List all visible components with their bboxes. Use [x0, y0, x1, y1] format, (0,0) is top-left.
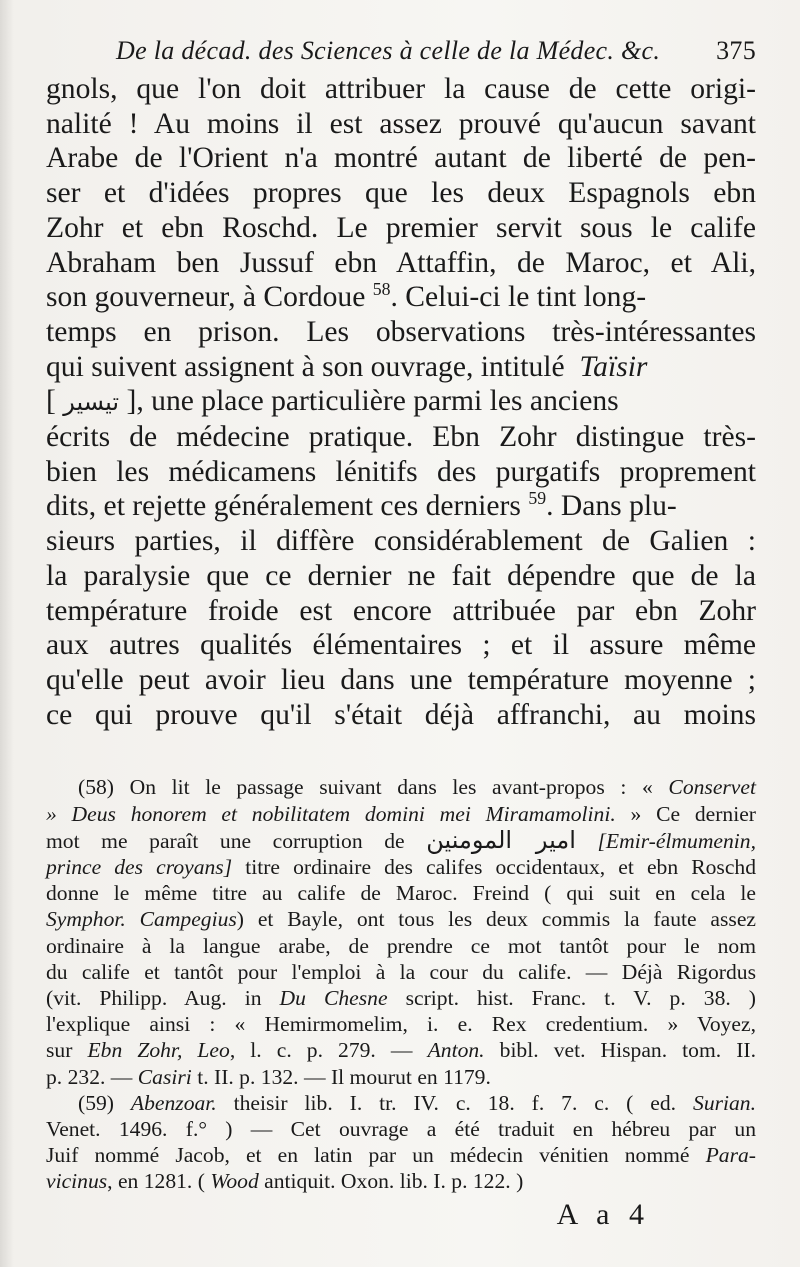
body-line: gnols, que l'on doit attribuer la cause de cette origi-	[46, 73, 756, 105]
footnote-58-line: du calife et tantôt pour l'emploi à la cour du calife. — Déjà Rigordus	[46, 959, 756, 984]
footnote-58-line: p. 232. — Casiri t. II. p. 132. — Il mourut en 1179.	[46, 1064, 491, 1089]
body-line: aux autres qualités élémentaires ; et il assure même	[46, 629, 756, 662]
footnote-59-line: (59) Abenzoar. theisir lib. I. tr. IV. c. 18. f. 7. c. ( ed. Surian.	[78, 1090, 757, 1115]
body-line: sieurs parties, il diffère considérablement de Galien :	[46, 525, 756, 558]
running-head	[116, 36, 756, 66]
body-line: nalité ! Au moins il est assez prouvé qu'aucun savant	[46, 107, 756, 140]
body-line: écrits de médecine pratique. Ebn Zohr distingue très-	[46, 421, 756, 454]
body-line: [ تيسير ], une place particulière parmi les anciens	[46, 385, 619, 418]
body-line: Arabe de l'Orient n'a montré autant de liberté de pen-	[46, 142, 756, 175]
body-line: ce qui prouve qu'il s'était déjà affranchi, au moins	[46, 698, 756, 731]
body-line: Zohr et ebn Roschd. Le premier servit sous le calife	[46, 211, 756, 244]
arabic-emir: امير المومنين	[426, 825, 576, 854]
footnote-58-line: prince des croyans] titre ordinaire des califes occidentaux, et ebn Roschd	[46, 854, 756, 879]
footnotes	[46, 774, 756, 1194]
body-text	[46, 72, 756, 732]
arabic-taisir: تيسير	[63, 388, 120, 417]
body-line: qu'elle peut avoir lieu dans une température moyenne ;	[46, 663, 756, 696]
body-line: son gouverneur, à Cordoue $^{58}$. Celui-ci le tint long-	[46, 279, 647, 314]
title-taisir: Taïsir	[579, 350, 648, 383]
page-number: 375	[716, 36, 756, 65]
footnote-58-line: » Deus honorem et nobilitatem domini mei Miramamolini. » Ce dernier	[46, 801, 756, 826]
footnote-58-line: l'explique ainsi : « Hemirmomelim, i. e. Rex credentium. » Voyez,	[46, 1012, 756, 1037]
footnote-59-line: Venet. 1496. f.° ) — Cet ouvrage a été traduit en hébreu par un	[46, 1117, 756, 1141]
signature-mark: A a 4	[556, 1198, 650, 1231]
running-title: De la décad. des Sciences à celle de la Médec. &c.	[116, 36, 661, 65]
footnote-58-line: ordinaire à la langue arabe, de prendre ce mot tantôt pour le nom	[46, 933, 756, 958]
footnote-59-line: vicinus, en 1281. ( Wood antiquit. Oxon. lib. I. p. 122. )	[46, 1169, 524, 1194]
body-line: température froide est encore attribuée par ebn Zohr	[46, 594, 756, 627]
body-line: Abraham ben Jussuf ebn Attaffin, de Maroc, et Ali,	[46, 246, 756, 279]
footnote-58-line: (vit. Philipp. Aug. in Du Chesne script. hist. Franc. t. V. p. 38. )	[46, 985, 756, 1010]
body-line: ser et d'idées propres que les deux Espagnols ebn	[46, 177, 756, 210]
footnote-59-line: Juif nommé Jacob, et en latin par un médecin vénitien nommé Para-	[46, 1143, 756, 1168]
footnote-ref-59: 59	[528, 488, 547, 509]
footnote-58-line: (58) On lit le passage suivant dans les avant-propos : « Conservet	[78, 775, 756, 800]
body-line: temps en prison. Les observations très-intéressantes	[46, 315, 756, 348]
body-line: qui suivent assignent à son ouvrage, intitulé Taïsir	[46, 350, 648, 383]
body-line: la paralysie que ce dernier ne fait dépendre que de la	[46, 559, 756, 592]
footnote-58-line: mot me paraît une corruption de امير المومنين [Emir-élmumenin,	[46, 825, 756, 854]
body-line: bien les médicamens lénitifs des purgatifs proprement	[46, 455, 756, 488]
footnote-58-line: sur Ebn Zohr, Leo, l. c. p. 279. — Anton. bibl. vet. Hispan. tom. II.	[46, 1038, 757, 1063]
body-line: dits, et rejette généralement ces derniers $^{59}$. Dans plu-	[46, 488, 677, 523]
footnote-ref-58: 58	[372, 279, 391, 300]
footnote-58-line: donne le même titre au calife de Maroc. Freind ( qui suit en cela le	[46, 881, 756, 906]
footnote-58-line: Symphor. Campegius) et Bayle, ont tous les deux commis la faute assez	[46, 907, 756, 932]
